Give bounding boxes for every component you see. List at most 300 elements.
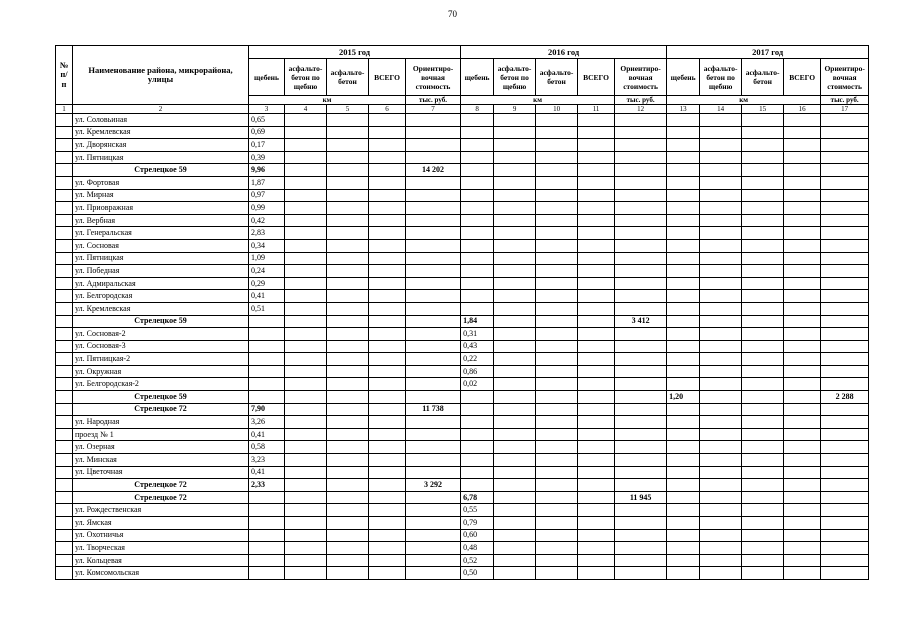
value-cell: [784, 227, 821, 240]
value-cell: [742, 151, 784, 164]
value-cell: [667, 164, 700, 177]
value-cell: [742, 189, 784, 202]
value-cell: [821, 151, 869, 164]
value-cell: [821, 491, 869, 504]
table-row: [56, 126, 869, 139]
value-cell: [461, 466, 494, 479]
value-cell: [578, 353, 615, 366]
value-cell: [369, 554, 406, 567]
value-cell: [700, 365, 742, 378]
value-cell: 0,69: [249, 126, 285, 139]
page-number: 70: [448, 9, 457, 19]
value-cell: [700, 454, 742, 467]
value-cell: [461, 139, 494, 152]
value-cell: 7,90: [249, 403, 285, 416]
value-cell: [249, 340, 285, 353]
value-cell: 1,87: [249, 176, 285, 189]
value-cell: [784, 151, 821, 164]
value-cell: [667, 542, 700, 555]
value-cell: [494, 567, 536, 580]
value-cell: 11 738: [406, 403, 461, 416]
value-cell: [784, 428, 821, 441]
street-name-cell: ул. Белгородская-2: [73, 378, 249, 391]
value-cell: [615, 542, 667, 555]
value-cell: [536, 302, 578, 315]
value-cell: [578, 151, 615, 164]
value-cell: [784, 340, 821, 353]
value-cell: 0,50: [461, 567, 494, 580]
value-cell: 0,41: [249, 428, 285, 441]
value-cell: [742, 479, 784, 492]
value-cell: [369, 277, 406, 290]
value-cell: [667, 504, 700, 517]
value-cell: [615, 529, 667, 542]
value-cell: [784, 164, 821, 177]
value-cell: 0,02: [461, 378, 494, 391]
value-cell: [249, 391, 285, 404]
value-cell: [578, 554, 615, 567]
value-cell: [742, 567, 784, 580]
col-header: асфальто-бетон по щебню: [285, 59, 327, 96]
value-cell: [406, 114, 461, 127]
col-header: асфальто-бетон: [536, 59, 578, 96]
col-header: ВСЕГО: [369, 59, 406, 96]
street-name-cell: ул. Пятницкая: [73, 151, 249, 164]
value-cell: [327, 328, 369, 341]
value-cell: [742, 428, 784, 441]
value-cell: [578, 454, 615, 467]
row-number-cell: [56, 454, 73, 467]
value-cell: [285, 454, 327, 467]
value-cell: [742, 542, 784, 555]
value-cell: [327, 542, 369, 555]
value-cell: [406, 365, 461, 378]
row-number-cell: [56, 189, 73, 202]
value-cell: [615, 378, 667, 391]
value-cell: [821, 554, 869, 567]
col-header: ВСЕГО: [784, 59, 821, 96]
table-row: [56, 290, 869, 303]
value-cell: [578, 302, 615, 315]
value-cell: [784, 290, 821, 303]
value-cell: [285, 466, 327, 479]
value-cell: [578, 126, 615, 139]
value-cell: [494, 416, 536, 429]
value-cell: [700, 542, 742, 555]
value-cell: [667, 239, 700, 252]
col-number: 12: [615, 105, 667, 114]
table-row: [56, 466, 869, 479]
value-cell: [700, 441, 742, 454]
value-cell: [327, 441, 369, 454]
row-number-cell: [56, 328, 73, 341]
row-number-cell: [56, 176, 73, 189]
value-cell: [285, 214, 327, 227]
value-cell: [406, 517, 461, 530]
value-cell: [369, 227, 406, 240]
value-cell: [536, 202, 578, 215]
value-cell: [784, 114, 821, 127]
row-number-cell: [56, 504, 73, 517]
value-cell: 3 292: [406, 479, 461, 492]
value-cell: [494, 403, 536, 416]
value-cell: [536, 491, 578, 504]
col-header: Ориентиро-вочная стоимость: [615, 59, 667, 96]
value-cell: [742, 239, 784, 252]
street-name-cell: ул. Вербная: [73, 214, 249, 227]
value-cell: [821, 529, 869, 542]
row-number-cell: [56, 416, 73, 429]
value-cell: [494, 391, 536, 404]
street-name-cell: Стрелецкое 59: [73, 164, 249, 177]
value-cell: [285, 378, 327, 391]
value-cell: 14 202: [406, 164, 461, 177]
value-cell: [461, 391, 494, 404]
value-cell: 0,60: [461, 529, 494, 542]
table-row: [56, 114, 869, 127]
value-cell: [494, 365, 536, 378]
value-cell: [784, 202, 821, 215]
value-cell: [700, 227, 742, 240]
value-cell: [615, 214, 667, 227]
value-cell: [821, 504, 869, 517]
value-cell: [249, 378, 285, 391]
col-number: 10: [536, 105, 578, 114]
value-cell: [285, 277, 327, 290]
value-cell: 0,48: [461, 542, 494, 555]
col-header: асфальто-бетон: [742, 59, 784, 96]
value-cell: 0,17: [249, 139, 285, 152]
value-cell: [494, 479, 536, 492]
value-cell: [742, 265, 784, 278]
value-cell: [494, 126, 536, 139]
value-cell: [615, 277, 667, 290]
value-cell: [461, 214, 494, 227]
value-cell: [578, 290, 615, 303]
value-cell: [461, 176, 494, 189]
value-cell: [494, 517, 536, 530]
value-cell: 3 412: [615, 315, 667, 328]
row-number-cell: [56, 214, 73, 227]
street-name-cell: ул. Кремлевская: [73, 302, 249, 315]
table-row: [56, 277, 869, 290]
value-cell: [821, 479, 869, 492]
col-number: 13: [667, 105, 700, 114]
value-cell: [784, 139, 821, 152]
value-cell: [700, 139, 742, 152]
value-cell: [369, 353, 406, 366]
value-cell: [742, 517, 784, 530]
value-cell: [821, 340, 869, 353]
value-cell: [536, 214, 578, 227]
value-cell: [784, 517, 821, 530]
value-cell: [536, 227, 578, 240]
value-cell: [327, 340, 369, 353]
value-cell: [369, 265, 406, 278]
value-cell: [615, 504, 667, 517]
value-cell: [369, 340, 406, 353]
value-cell: [784, 529, 821, 542]
value-cell: [821, 164, 869, 177]
col-header: щебень: [667, 59, 700, 96]
value-cell: [615, 139, 667, 152]
table-row: [56, 202, 869, 215]
value-cell: [494, 164, 536, 177]
value-cell: [406, 416, 461, 429]
col-number: 17: [821, 105, 869, 114]
value-cell: [667, 202, 700, 215]
value-cell: [700, 126, 742, 139]
value-cell: [784, 189, 821, 202]
value-cell: [536, 542, 578, 555]
table-row: [56, 214, 869, 227]
value-cell: [406, 126, 461, 139]
value-cell: [461, 454, 494, 467]
value-cell: [578, 479, 615, 492]
value-cell: 2 288: [821, 391, 869, 404]
value-cell: [406, 277, 461, 290]
value-cell: [327, 416, 369, 429]
value-cell: [494, 315, 536, 328]
value-cell: [369, 164, 406, 177]
value-cell: [742, 227, 784, 240]
row-number-cell: [56, 517, 73, 530]
value-cell: [285, 441, 327, 454]
value-cell: [406, 202, 461, 215]
value-cell: [578, 567, 615, 580]
value-cell: [406, 227, 461, 240]
value-cell: [700, 554, 742, 567]
row-number-cell: [56, 479, 73, 492]
street-name-cell: ул. Комсомольская: [73, 567, 249, 580]
row-number-cell: [56, 164, 73, 177]
value-cell: [406, 151, 461, 164]
value-cell: [667, 139, 700, 152]
table-row: [56, 265, 869, 278]
value-cell: [821, 139, 869, 152]
value-cell: [461, 265, 494, 278]
col-header: Ориентиро-вочная стоимость: [406, 59, 461, 96]
value-cell: [821, 567, 869, 580]
value-cell: [494, 277, 536, 290]
value-cell: [285, 252, 327, 265]
value-cell: [536, 466, 578, 479]
value-cell: [700, 340, 742, 353]
value-cell: [494, 454, 536, 467]
value-cell: [784, 328, 821, 341]
value-cell: [784, 176, 821, 189]
value-cell: [369, 529, 406, 542]
row-number-cell: [56, 567, 73, 580]
street-name-cell: ул. Генеральская: [73, 227, 249, 240]
value-cell: [700, 214, 742, 227]
value-cell: 0,22: [461, 353, 494, 366]
table-row: [56, 428, 869, 441]
value-cell: [494, 189, 536, 202]
value-cell: [784, 378, 821, 391]
value-cell: [285, 479, 327, 492]
value-cell: [494, 252, 536, 265]
row-number-cell: [56, 265, 73, 278]
value-cell: [578, 466, 615, 479]
value-cell: [461, 164, 494, 177]
value-cell: 0,34: [249, 239, 285, 252]
value-cell: [369, 416, 406, 429]
value-cell: [494, 227, 536, 240]
value-cell: [249, 517, 285, 530]
value-cell: [700, 202, 742, 215]
street-name-cell: Стрелецкое 72: [73, 479, 249, 492]
value-cell: [494, 554, 536, 567]
value-cell: [327, 126, 369, 139]
value-cell: [369, 542, 406, 555]
value-cell: [406, 428, 461, 441]
value-cell: [536, 416, 578, 429]
value-cell: [461, 277, 494, 290]
value-cell: [742, 441, 784, 454]
value-cell: [285, 340, 327, 353]
value-cell: [784, 277, 821, 290]
value-cell: [700, 517, 742, 530]
value-cell: [327, 491, 369, 504]
value-cell: [494, 353, 536, 366]
value-cell: [615, 454, 667, 467]
value-cell: [578, 252, 615, 265]
value-cell: [615, 353, 667, 366]
value-cell: [821, 328, 869, 341]
value-cell: [784, 504, 821, 517]
value-cell: [285, 353, 327, 366]
col-number: 6: [369, 105, 406, 114]
value-cell: [327, 567, 369, 580]
value-cell: [742, 416, 784, 429]
value-cell: [369, 139, 406, 152]
value-cell: [578, 365, 615, 378]
value-cell: [821, 290, 869, 303]
value-cell: [742, 403, 784, 416]
value-cell: 1,84: [461, 315, 494, 328]
value-cell: [578, 328, 615, 341]
value-cell: [406, 315, 461, 328]
value-cell: [615, 391, 667, 404]
value-cell: [821, 517, 869, 530]
street-name-cell: ул. Сосновая-2: [73, 328, 249, 341]
value-cell: [285, 416, 327, 429]
col-number: 2: [73, 105, 249, 114]
col-header: асфальто-бетон по щебню: [700, 59, 742, 96]
street-name-cell: Стрелецкое 72: [73, 403, 249, 416]
col-number: 11: [578, 105, 615, 114]
value-cell: [700, 504, 742, 517]
value-cell: [700, 466, 742, 479]
value-cell: 0,43: [461, 340, 494, 353]
value-cell: [615, 164, 667, 177]
value-cell: [327, 391, 369, 404]
value-cell: [285, 554, 327, 567]
street-name-cell: Стрелецкое 59: [73, 391, 249, 404]
col-header: асфальто-бетон по щебню: [494, 59, 536, 96]
row-number-cell: [56, 227, 73, 240]
value-cell: [536, 340, 578, 353]
value-cell: [742, 290, 784, 303]
value-cell: [494, 466, 536, 479]
value-cell: 0,41: [249, 290, 285, 303]
value-cell: [578, 517, 615, 530]
value-cell: [494, 114, 536, 127]
value-cell: [285, 202, 327, 215]
unit-cost: тыс. руб.: [821, 96, 869, 105]
value-cell: 0,42: [249, 214, 285, 227]
value-cell: [461, 189, 494, 202]
subtotal-row: [56, 164, 869, 177]
street-name-cell: ул. Охотничья: [73, 529, 249, 542]
value-cell: [821, 214, 869, 227]
value-cell: [667, 365, 700, 378]
value-cell: [667, 126, 700, 139]
value-cell: [406, 302, 461, 315]
value-cell: [406, 466, 461, 479]
value-cell: [327, 479, 369, 492]
col-number: 9: [494, 105, 536, 114]
value-cell: [536, 428, 578, 441]
value-cell: [821, 416, 869, 429]
table-row: [56, 567, 869, 580]
table-row: [56, 365, 869, 378]
value-cell: [406, 567, 461, 580]
value-cell: [369, 239, 406, 252]
value-cell: [327, 164, 369, 177]
value-cell: [327, 554, 369, 567]
year-2015-header: 2015 год: [249, 46, 461, 59]
value-cell: [536, 151, 578, 164]
value-cell: [615, 202, 667, 215]
value-cell: [667, 315, 700, 328]
value-cell: [285, 151, 327, 164]
row-number-cell: [56, 340, 73, 353]
row-number-cell: [56, 365, 73, 378]
value-cell: [406, 491, 461, 504]
header-name: Наименование района, микрорайона, улицы: [73, 46, 249, 105]
value-cell: [578, 529, 615, 542]
value-cell: 0,29: [249, 277, 285, 290]
value-cell: [406, 265, 461, 278]
value-cell: [700, 315, 742, 328]
value-cell: [784, 252, 821, 265]
row-number-cell: [56, 491, 73, 504]
value-cell: [406, 189, 461, 202]
value-cell: [700, 114, 742, 127]
value-cell: 1,20: [667, 391, 700, 404]
street-name-cell: ул. Фортовая: [73, 176, 249, 189]
value-cell: [285, 491, 327, 504]
street-name-cell: ул. Творческая: [73, 542, 249, 555]
value-cell: [406, 239, 461, 252]
value-cell: 0,99: [249, 202, 285, 215]
value-cell: [494, 176, 536, 189]
value-cell: [285, 227, 327, 240]
value-cell: [536, 290, 578, 303]
table-row: [56, 302, 869, 315]
value-cell: [327, 214, 369, 227]
table-row: [56, 340, 869, 353]
value-cell: [667, 554, 700, 567]
value-cell: [667, 378, 700, 391]
value-cell: [667, 151, 700, 164]
value-cell: [700, 328, 742, 341]
col-number: 7: [406, 105, 461, 114]
value-cell: [461, 441, 494, 454]
value-cell: [536, 176, 578, 189]
